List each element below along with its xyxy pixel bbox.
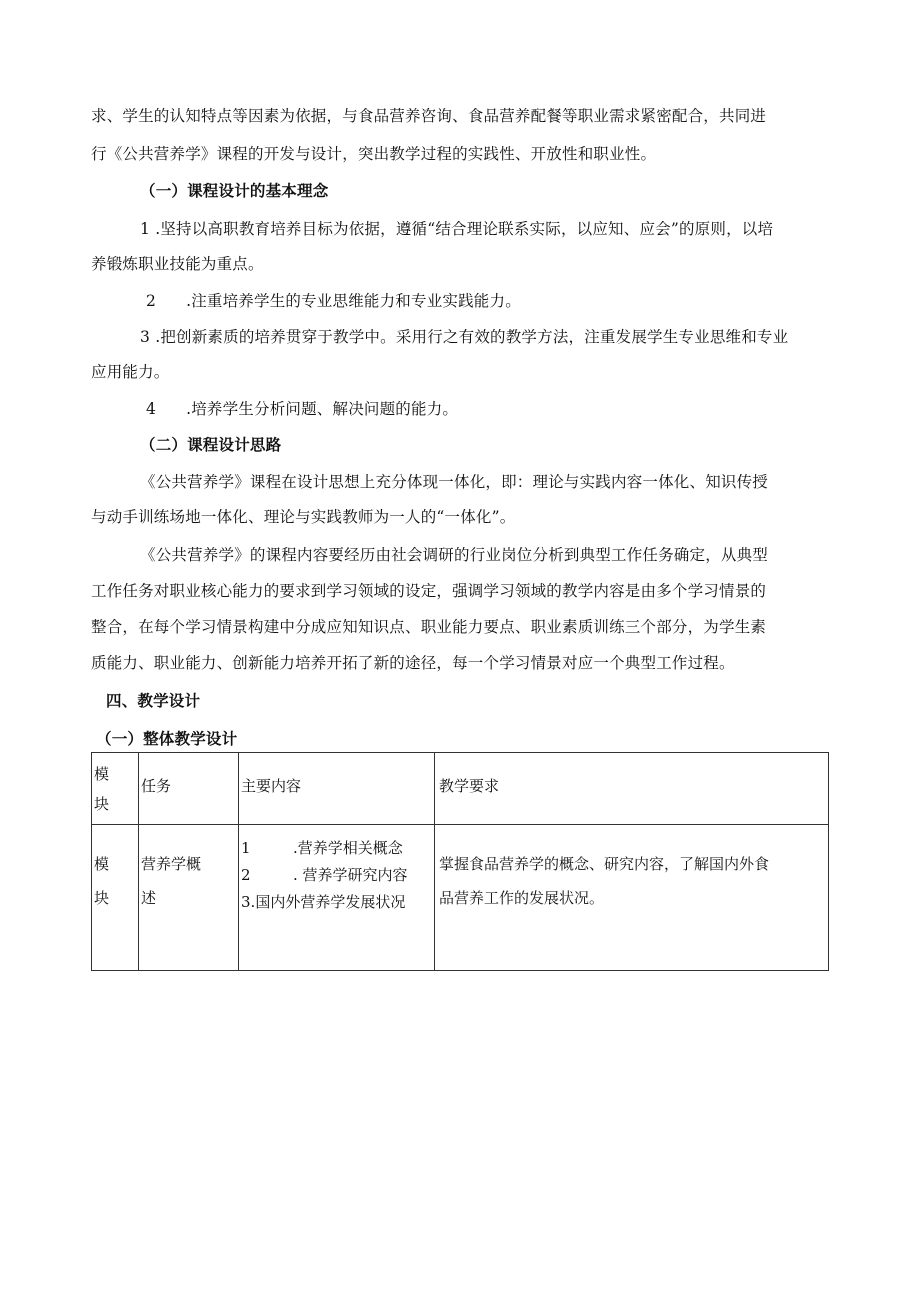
- concept-item-2: [146, 290, 521, 312]
- paragraph-line: 行《公共营养学》课程的开发与设计，突出教学过程的实践性、开放性和职业性。: [91, 145, 657, 163]
- cell-module: 模 块: [92, 825, 139, 971]
- concept-item-3: 3 .把创新素质的培养贯穿于教学中。采用行之有效的教学方法，注重发展学生专业思维和专业: [140, 328, 789, 346]
- concept-item-1: 1 .坚持以高职教育培养目标为依据，遵循“结合理论联系实际，以应知、应会”的原则，以培: [140, 220, 774, 238]
- cell-requirement: 掌握食品营养学的概念、研究内容，了解国内外食 品营养工作的发展状况。: [435, 825, 829, 971]
- cell-task: 营养学概 述: [139, 825, 239, 971]
- item-text: .培养学生分析问题、解决问题的能力。: [186, 400, 459, 418]
- paragraph-line: 与动手训练场地一体化、理论与实践教师为一人的“一体化”。: [91, 508, 516, 526]
- list-item: 3.国内外营养学发展状况: [241, 893, 406, 911]
- concept-item-4: [146, 398, 458, 420]
- section-heading-teaching-design: 四、教学设计: [106, 692, 201, 710]
- table-row: [92, 825, 829, 971]
- list-item: 1 .营养学相关概念: [241, 839, 403, 857]
- teaching-design-table: [91, 752, 829, 971]
- paragraph-line: 质能力、职业能力、创新能力培养开拓了新的途径，每一个学习情景对应一个典型工作过程。: [91, 654, 735, 672]
- item-number: 4: [146, 400, 157, 418]
- paragraph-line: 整合，在每个学习情景构建中分成应知知识点、职业能力要点、职业素质训练三个部分，为学生素: [91, 618, 767, 636]
- table-header-row: [92, 753, 829, 825]
- paragraph-line: 求、学生的认知特点等因素为依据，与食品营养咨询、食品营养配餐等职业需求紧密配合，共同进: [91, 107, 767, 125]
- header-task: 任务: [139, 753, 239, 825]
- concept-item-3-cont: 应用能力。: [91, 363, 170, 381]
- item-number: 2: [146, 292, 157, 310]
- header-requirement: 教学要求: [435, 753, 829, 825]
- cell-content: [239, 825, 435, 971]
- section-heading-idea: （二）课程设计思路: [140, 436, 282, 454]
- item-text: .注重培养学生的专业思维能力和专业实践能力。: [186, 292, 521, 310]
- paragraph-line: 工作任务对职业核心能力的要求到学习领域的设定，强调学习领域的教学内容是由多个学习情景的: [91, 582, 767, 600]
- header-content: 主要内容: [239, 753, 435, 825]
- paragraph-line: 《公共营养学》的课程内容要经历由社会调研的行业岗位分析到典型工作任务确定，从典型: [140, 546, 769, 564]
- paragraph-line: 《公共营养学》课程在设计思想上充分体现一体化，即：理论与实践内容一体化、知识传授: [140, 473, 769, 491]
- list-item: 2 . 营养学研究内容: [241, 866, 408, 884]
- header-module: 模 块: [92, 753, 139, 825]
- section-heading-overall-design: （一）整体教学设计: [96, 730, 238, 748]
- concept-item-1-cont: 养锻炼职业技能为重点。: [91, 255, 264, 273]
- section-heading-concept: （一）课程设计的基本理念: [140, 182, 329, 200]
